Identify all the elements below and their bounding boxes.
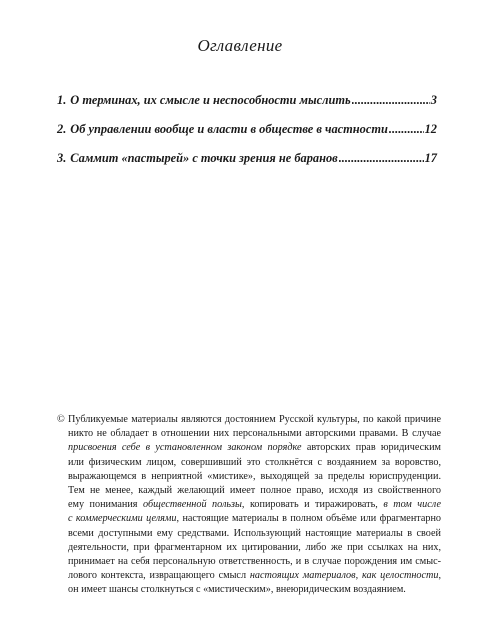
toc-leader-dots [389, 122, 424, 137]
toc-entry-title: Об управлении вообще и власти в обществе в частности [70, 122, 388, 136]
toc-entry-page: 17 [424, 151, 437, 165]
notice-line [57, 441, 441, 455]
notice-text: © Публикуемые материалы являются достоянием Русской культуры, по какой причине [57, 414, 441, 425]
notice-line [57, 470, 441, 484]
notice-text: всеми доступными ему средствами. Использующий настоящие материалы в своей [68, 527, 441, 539]
notice-text: или физическим лицом, совершивший это столкнётся с воздаянием за воровство, [68, 456, 441, 468]
notice-line [57, 583, 441, 597]
notice-line [57, 527, 441, 541]
notice-text: никто не обладает в отношении них персональными авторскими правами. В случае [68, 428, 441, 440]
notice-text: выражающемся в неприятной «мистике», выходящей за пределы юриспруденции. [68, 470, 441, 482]
toc-entry-title: Саммит «пастырей» с точки зрения не баранов [70, 151, 338, 165]
toc-entry-page: 12 [424, 122, 437, 136]
toc-entry-number: 3. [57, 151, 67, 165]
notice-text: авторских прав юридическим [301, 442, 441, 454]
notice-line [57, 413, 441, 427]
notice-line [57, 569, 441, 583]
notice-emphasis: присвоения себе в установленном законом порядке [68, 442, 302, 454]
notice-emphasis: в том числе [383, 499, 441, 511]
notice-line [57, 456, 441, 470]
notice-emphasis: настоящих материалов, как целостности [249, 570, 439, 582]
notice-text: Тем не менее, каждый желающий имеет полное право, исходя из свойственного [68, 484, 441, 496]
notice-text: ему понимания [68, 499, 143, 511]
notice-line [57, 541, 441, 555]
notice-emphasis: общественной пользы [143, 499, 242, 511]
notice-text: принимает на себя персональную ответственность, и в случае порождения им смыс- [68, 555, 441, 567]
notice-text: он имеет шансы столкнуться с «мистическим», внеюридическим воздаянием. [68, 584, 406, 596]
notice-line [57, 498, 441, 512]
page-title: Оглавление [197, 36, 283, 55]
notice-text: , настоящие материалы в полном объёме или фрагментарно [176, 513, 442, 525]
table-of-contents [57, 93, 437, 180]
notice-text: , [438, 570, 441, 582]
notice-line [57, 427, 441, 441]
notice-line [57, 484, 441, 498]
toc-leader-dots [352, 93, 430, 108]
notice-line [57, 512, 441, 526]
copyright-notice [57, 413, 441, 597]
notice-text: лового контекста, извращающего смысл [68, 570, 250, 582]
notice-line [57, 555, 441, 569]
notice-text: , копировать и тиражировать, [241, 499, 384, 511]
notice-emphasis: с коммерческими целями [68, 513, 177, 525]
toc-entry-number: 1. [57, 93, 67, 107]
toc-entry-number: 2. [57, 122, 67, 136]
toc-entry-title: О терминах, их смысле и неспособности мыслить [70, 93, 351, 107]
toc-entry-3[interactable] [57, 151, 437, 180]
toc-entry-2[interactable] [57, 122, 437, 151]
notice-text: деятельности, при фрагментарном их цитировании, либо же при ссылках на них, [68, 541, 441, 553]
toc-entry-1[interactable] [57, 93, 437, 122]
toc-entry-page: 3 [430, 93, 437, 107]
toc-leader-dots [339, 151, 424, 166]
